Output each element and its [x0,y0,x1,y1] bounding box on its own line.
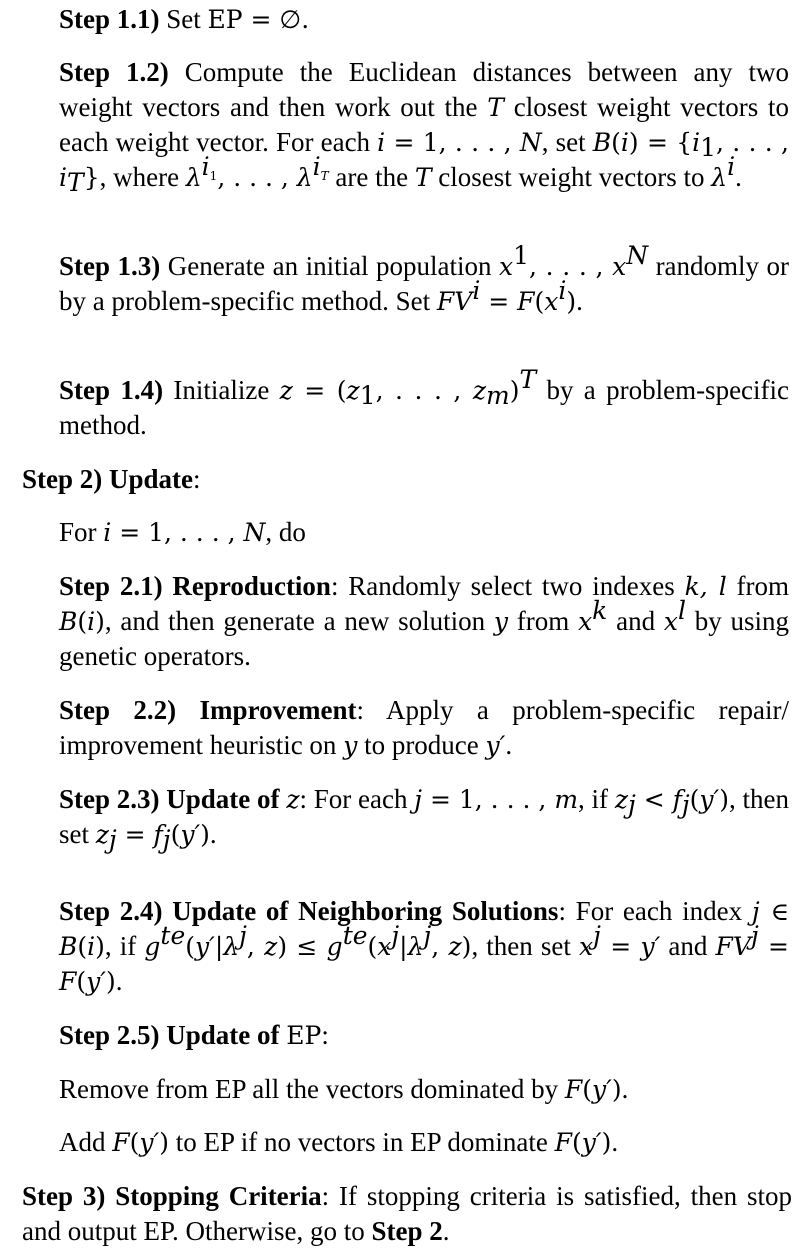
math: ( [367,932,378,961]
text: . [611,1127,619,1157]
text: . [442,1216,450,1246]
math-sub: 1 [700,133,717,162]
math: , [431,932,449,961]
math: i [87,932,96,961]
math: = 1, . . . , [422,785,555,814]
math: m [554,785,579,814]
math: i [377,128,386,157]
step-label: Step 2) Update [22,464,194,494]
math: f [153,820,163,849]
step-label: Step 1.2) [59,57,169,87]
ep-symbol: EP [207,5,243,34]
math: z [286,785,300,814]
text: Add [59,1127,113,1157]
text: : If stopping criteria is satisfied, then stop and output EP. Otherwise, go to [22,1181,792,1246]
text: For [59,517,104,547]
math: , . . . , [375,376,473,405]
math-sup: te [160,921,186,950]
math: N [519,128,542,157]
math-sup: N [626,241,649,270]
math: F [564,1075,583,1104]
math: } [83,163,100,192]
math: y′ [592,1075,612,1104]
math: z [346,376,360,405]
text: from [508,606,579,636]
step-label: Step 2.4) Update of Neighboring Solutions [59,896,559,926]
text: , do [265,517,306,547]
math: ) [105,967,116,996]
step-reference: Step 2 [371,1216,443,1246]
math: = [600,932,641,961]
text: by a problem-specific method. [59,375,790,440]
step-1-2 [59,55,789,195]
math: ( [582,1075,593,1104]
text: . [115,966,123,996]
math: | [214,932,224,961]
math: FV [436,287,473,316]
math: FV [715,932,751,961]
math: = ∅. [242,5,310,34]
text: : Randomly select two indexes [330,571,685,601]
text: , then set [471,931,580,961]
text: , where [99,162,186,192]
text: randomly or by a problem-specific method. Set [59,251,790,316]
math: F [112,1128,130,1157]
text: and [607,606,664,636]
math-sup: 1 [513,241,530,270]
math: ( [77,607,88,636]
math: , . . . , [217,163,297,192]
math: λ [407,932,424,961]
math-sub: j [108,825,117,854]
math: ) [95,607,105,636]
text: from [726,571,790,601]
math: ( [76,967,87,996]
math-sub: m [486,381,510,410]
math: x [578,607,593,636]
math: y′ [640,932,661,961]
math: k, l [684,572,727,601]
math-sup: T [519,365,537,394]
math: B [59,607,78,636]
text: . [576,286,583,316]
remove-line [59,1072,789,1107]
math: x [612,252,627,281]
math: F [554,1128,573,1157]
step-2-1 [59,569,789,674]
math: j [414,785,422,814]
text: Compute the Euclidean distances between any two weight vectors and then work out the [59,57,790,122]
text: Generate an initial population [160,251,499,281]
step-2-2 [59,693,789,763]
step-1-1 [59,2,789,37]
math: , . . . , [529,252,613,281]
step-label: Step 2.1) [59,571,163,601]
math: ) [611,1075,622,1104]
math: ) [566,287,577,316]
for-loop [59,515,789,550]
text: by using genetic operators. [59,606,790,671]
math: g [144,932,161,961]
math: g [326,932,343,961]
math-sub: 1 [209,169,218,183]
math-sup: j [423,921,432,950]
math: x [499,252,514,281]
math: x [377,932,392,961]
math: i [87,607,96,636]
step-label: Step 2.3) Update of [59,784,287,814]
math: z [448,932,462,961]
math: i [620,128,629,157]
math: ) ≤ [277,932,327,961]
math: F [59,967,77,996]
math: ) [461,932,472,961]
math: = 1, . . . , [111,518,244,547]
math: = [480,287,518,316]
text: Remove from EP all the vectors dominated by [59,1074,565,1104]
step-3 [22,1179,792,1249]
step-label: Step 1.4) [59,375,164,405]
text: to produce [357,730,486,760]
math-sub: T [67,168,84,197]
math: ) [95,932,105,961]
math: y′ [195,932,215,961]
math: ) [159,1128,169,1157]
math: y [493,607,509,636]
add-line [59,1125,789,1160]
text: , set [541,127,593,157]
math: = [758,932,789,961]
math: z [95,820,109,849]
text: , and then generate a new solution [104,606,494,636]
math: ( [185,932,196,961]
math: ∈ [759,897,790,926]
step-2-3 [59,782,789,852]
text: Initialize [163,375,280,405]
math: y′ [86,967,106,996]
text: closest weight vectors to each weight vector. For each [59,92,789,157]
step-label: Step 3) Stopping Criteria [22,1181,322,1211]
math: y′ [699,785,720,814]
math: B [592,128,612,157]
math: f [672,785,682,814]
step-label: Step 2.5) Update of [59,1020,287,1050]
math: λ [223,932,240,961]
math: ) [719,785,729,814]
math-sub: j [162,825,171,854]
math: ( [572,1128,582,1157]
step-2-4 [59,894,789,999]
math: λ [185,163,202,192]
math: z [472,376,487,405]
math: z [264,932,278,961]
math-sup: j [391,921,400,950]
math: F [517,287,535,316]
math: B [59,932,78,961]
math: λ [296,163,313,192]
text: : For each index [558,896,752,926]
math: x [663,607,678,636]
math-sup: i [312,152,321,181]
step-2 [22,462,792,497]
step-label: Step 2.2) [59,695,177,725]
text: to EP if no vectors in EP dominate [168,1127,555,1157]
text: . [209,819,217,849]
math: = ( [292,376,347,405]
math: ( [689,785,700,814]
math-sup: l [677,596,686,625]
math-sub: j [627,790,636,819]
text: are the [328,162,415,192]
text: Set [159,4,208,34]
math: y′ [139,1128,160,1157]
math-sub: T [320,169,329,183]
text: : Apply a problem-specific repair/ improvement heuristic on [59,695,790,760]
math-sub: j [681,790,690,819]
text: , then set [59,784,789,849]
text: , if [104,931,145,961]
text: . [621,1074,629,1104]
math-sup: i [727,152,736,181]
ep-symbol: EP [286,1021,322,1050]
math: ( [170,820,181,849]
math-sup: j [750,921,759,950]
math: T [414,163,432,192]
math: y′ [485,731,506,760]
text: closest weight vectors to [431,162,712,192]
math: i [692,128,701,157]
math: , . . . , [716,128,790,157]
math: N [243,518,266,547]
math: = 1, . . . , [385,128,520,157]
math-sup: i [472,276,481,305]
math: ( [534,287,545,316]
math: i [59,163,67,192]
text: . [505,730,513,760]
math: y′ [581,1128,602,1157]
math: λ [711,163,728,192]
step-1-3 [59,241,790,319]
math: T [487,93,504,122]
text: : [193,464,201,494]
math-sub: 1 [359,381,376,410]
math: j [751,897,760,926]
math: ) = { [628,128,693,157]
math: x [579,932,594,961]
math-sup: j [593,921,601,950]
math: , [246,932,265,961]
math: z [279,376,293,405]
math-sup: k [592,596,608,625]
math: = [116,820,154,849]
text: and [660,931,716,961]
math: i [103,518,112,547]
text: , if [578,784,615,814]
math: ) [200,820,210,849]
math: y [343,731,358,760]
math-sup: te [342,921,368,950]
text: : For each [299,784,415,814]
math: ) [601,1128,612,1157]
math: | [399,932,408,961]
math: ( [611,128,621,157]
step-label: Step 1.1) [59,4,160,34]
math: x [544,287,559,316]
math: ( [129,1128,140,1157]
step-name: Reproduction [162,571,331,601]
text: . [735,162,742,192]
math: y′ [180,820,201,849]
text: : [321,1020,329,1050]
math: ( [77,932,88,961]
math: < [635,785,673,814]
math-sup: i [201,152,210,181]
math-sup: j [239,921,247,950]
math: z [614,785,628,814]
step-name: Improvement [176,695,357,725]
math: ) [509,376,520,405]
math-sup: i [558,276,567,305]
step-label: Step 1.3) [59,251,161,281]
step-1-4 [59,365,790,443]
step-2-5 [59,1018,789,1053]
